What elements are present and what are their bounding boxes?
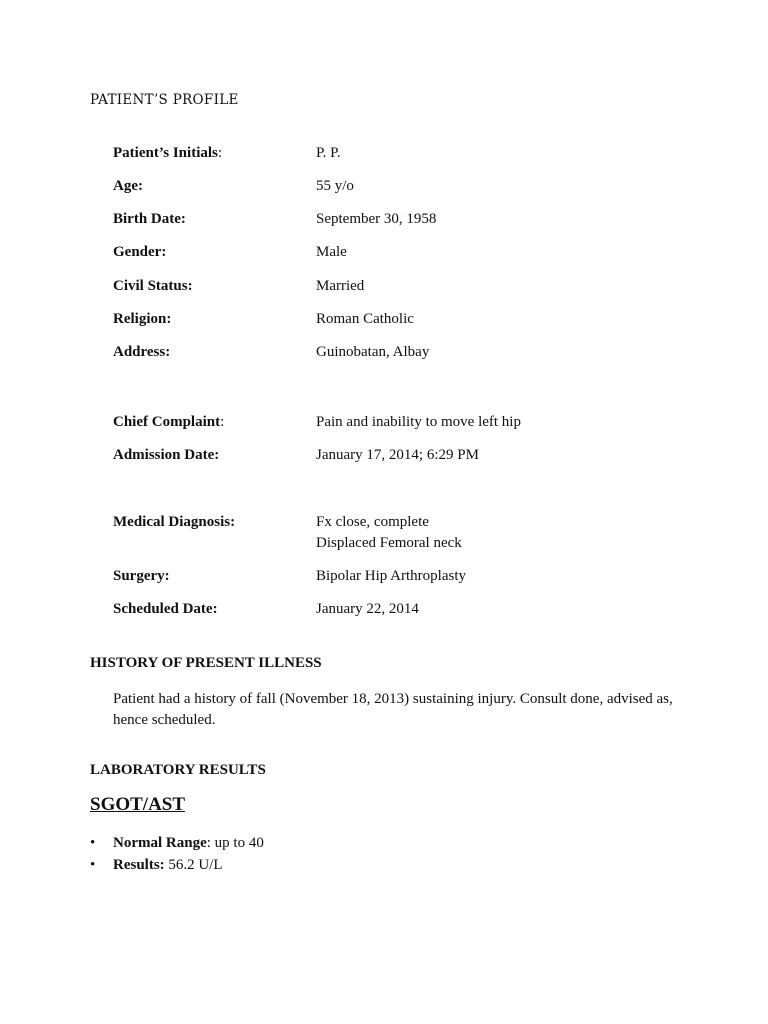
initials-value: P. P. — [316, 145, 341, 161]
results-value: 56.2 U/L — [164, 857, 223, 873]
initials-label: Patient’s Initials: — [113, 145, 223, 161]
results-label: Results: — [113, 857, 165, 873]
address-value: Guinobatan, Albay — [316, 344, 430, 360]
birth-date-value: September 30, 1958 — [316, 211, 437, 227]
admission-date-value: January 17, 2014; 6:29 PM — [316, 447, 479, 463]
normal-range-label: Normal Range — [113, 835, 207, 851]
lab-results-list — [90, 832, 264, 876]
gender-label: Gender: — [113, 244, 167, 260]
patient-profile-heading: PATIENT’S PROFILE — [90, 92, 239, 108]
history-paragraph: Patient had a history of fall (November 18, 2013) sustaining injury. Consult done, advised as, hence scheduled. — [113, 691, 673, 728]
medical-diagnosis-label: Medical Diagnosis: — [113, 514, 236, 530]
age-value: 55 y/o — [316, 178, 354, 194]
normal-range-value: : up to 40 — [206, 835, 264, 851]
laboratory-heading: LABORATORY RESULTS — [90, 762, 266, 778]
chief-complaint-label: Chief Complaint: — [113, 414, 225, 430]
address-label: Address: — [113, 344, 171, 360]
results-item — [90, 854, 264, 876]
history-heading: HISTORY OF PRESENT ILLNESS — [90, 655, 322, 671]
birth-date-label: Birth Date: — [113, 211, 186, 227]
bullet-icon: • — [90, 857, 96, 873]
civil-status-value: Married — [316, 278, 365, 294]
scheduled-date-label: Scheduled Date: — [113, 601, 218, 617]
scheduled-date-value: January 22, 2014 — [316, 601, 419, 617]
bullet-icon: • — [90, 835, 96, 851]
religion-value: Roman Catholic — [316, 311, 414, 327]
surgery-value: Bipolar Hip Arthroplasty — [316, 568, 466, 584]
religion-label: Religion: — [113, 311, 172, 327]
civil-status-label: Civil Status: — [113, 278, 193, 294]
normal-range-item — [90, 832, 264, 854]
medical-diagnosis-line1: Fx close, complete — [316, 514, 429, 530]
sgot-ast-title: SGOT/AST — [90, 794, 186, 815]
gender-value: Male — [316, 244, 347, 260]
chief-complaint-value: Pain and inability to move left hip — [316, 414, 521, 430]
surgery-label: Surgery: — [113, 568, 170, 584]
admission-date-label: Admission Date: — [113, 447, 220, 463]
age-label: Age: — [113, 178, 143, 194]
medical-diagnosis-line2: Displaced Femoral neck — [316, 535, 462, 551]
